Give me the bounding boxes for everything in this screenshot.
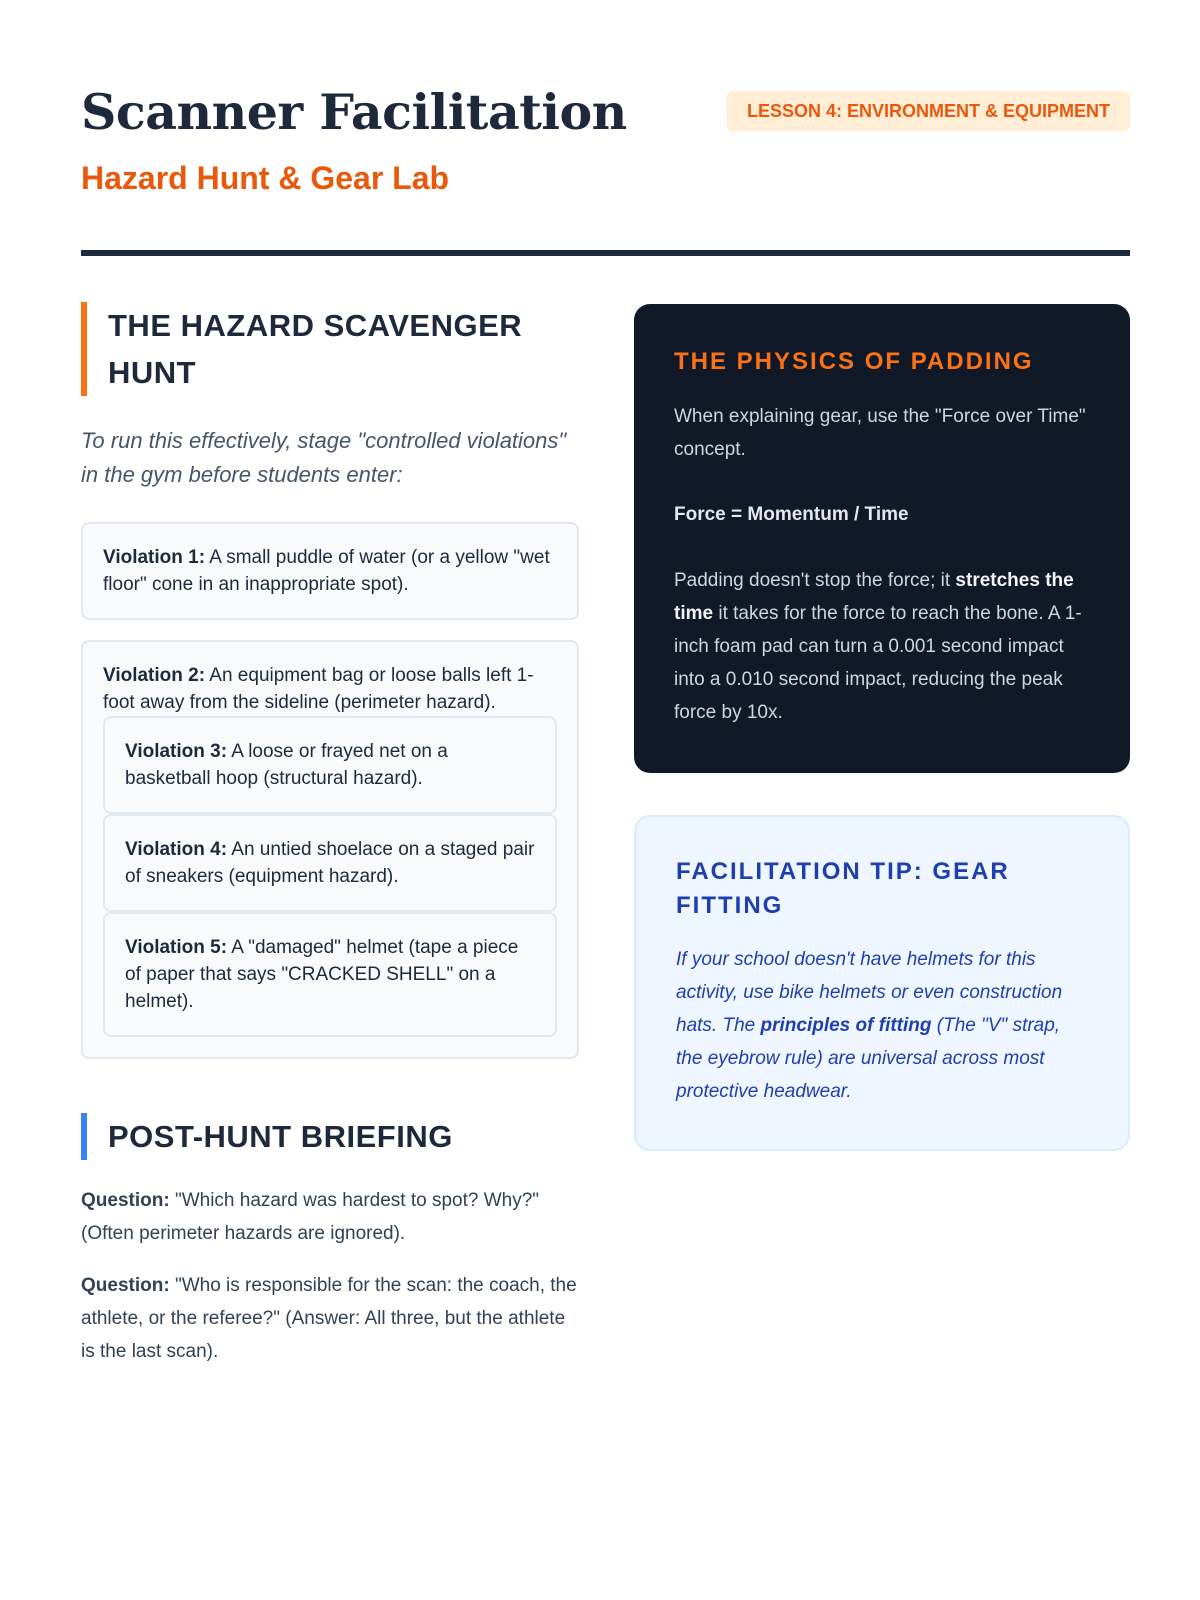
violation-card-1 bbox=[81, 522, 579, 620]
page-header bbox=[81, 80, 1130, 256]
briefing-question-1 bbox=[81, 1184, 579, 1250]
page-subtitle: Hazard Hunt & Gear Lab bbox=[81, 160, 450, 196]
violation-card-2 bbox=[81, 640, 579, 1059]
briefing-question-2 bbox=[81, 1269, 579, 1368]
tip-heading: FACILITATION TIP: GEAR FITTING bbox=[676, 858, 1010, 919]
violation-text: An untied shoelace on a staged pair of sneakers (equipment hazard). bbox=[125, 839, 535, 887]
violation-2-content bbox=[103, 662, 557, 716]
hunt-intro: To run this effectively, stage "controlled violations" in the gym before students enter: bbox=[81, 428, 567, 487]
physics-heading: THE PHYSICS OF PADDING bbox=[674, 348, 1034, 375]
question-label: Question: bbox=[81, 1275, 170, 1296]
tip-text bbox=[676, 943, 1088, 1108]
violation-label: Violation 3: bbox=[125, 741, 228, 762]
physics-explanation bbox=[674, 564, 1090, 729]
violation-card-4 bbox=[103, 814, 557, 912]
violation-card-5 bbox=[103, 912, 557, 1037]
violation-card-3 bbox=[103, 716, 557, 814]
question-text: "Who is responsible for the scan: the coach, the athlete, or the referee?" (Answer: All three, but the athlete is the last scan). bbox=[81, 1275, 577, 1362]
hunt-heading: THE HAZARD SCAVENGER HUNT bbox=[81, 302, 579, 396]
physics-panel bbox=[634, 304, 1130, 773]
physics-formula: Force = Momentum / Time bbox=[674, 504, 909, 525]
left-column bbox=[81, 302, 579, 1368]
briefing-section bbox=[81, 1113, 579, 1368]
tip-emphasis: principles of fitting bbox=[760, 1015, 932, 1036]
tip-text-before: If your school doesn't have helmets for this activity, use bike helmets or even construction hats. The bbox=[676, 949, 1063, 1036]
violation-label: Violation 1: bbox=[103, 547, 206, 568]
violation-text: An equipment bag or loose balls left 1-foot away from the sideline (perimeter hazard). bbox=[103, 665, 534, 713]
violation-label: Violation 4: bbox=[125, 839, 228, 860]
lesson-badge: LESSON 4: ENVIRONMENT & EQUIPMENT bbox=[727, 91, 1130, 131]
physics-emphasis: stretches the time bbox=[674, 570, 1074, 624]
violation-label: Violation 2: bbox=[103, 665, 206, 686]
violation-label: Violation 5: bbox=[125, 937, 228, 958]
facilitation-tip-panel bbox=[634, 815, 1130, 1151]
question-label: Question: bbox=[81, 1190, 170, 1211]
physics-text-before: Padding doesn't stop the force; it bbox=[674, 570, 956, 591]
physics-text-after: it takes for the force to reach the bone. A 1-inch foam pad can turn a 0.001 second impact into a 0.010 second impact, reducing the peak force by 10x. bbox=[674, 603, 1082, 723]
briefing-heading: POST-HUNT BRIEFING bbox=[81, 1113, 579, 1160]
page-title: Scanner Facilitation bbox=[81, 83, 627, 141]
violation-text: A loose or frayed net on a basketball hoop (structural hazard). bbox=[125, 741, 448, 789]
tip-text-after: (The "V" strap, the eyebrow rule) are universal across most protective headwear. bbox=[676, 1015, 1061, 1102]
question-text: "Which hazard was hardest to spot? Why?" (Often perimeter hazards are ignored). bbox=[81, 1190, 540, 1244]
physics-intro: When explaining gear, use the "Force over Time" concept. bbox=[674, 406, 1086, 460]
violation-text: A small puddle of water (or a yellow "wet floor" cone in an inappropriate spot). bbox=[103, 547, 550, 595]
violation-text: A "damaged" helmet (tape a piece of paper that says "CRACKED SHELL" on a helmet). bbox=[125, 937, 519, 1012]
